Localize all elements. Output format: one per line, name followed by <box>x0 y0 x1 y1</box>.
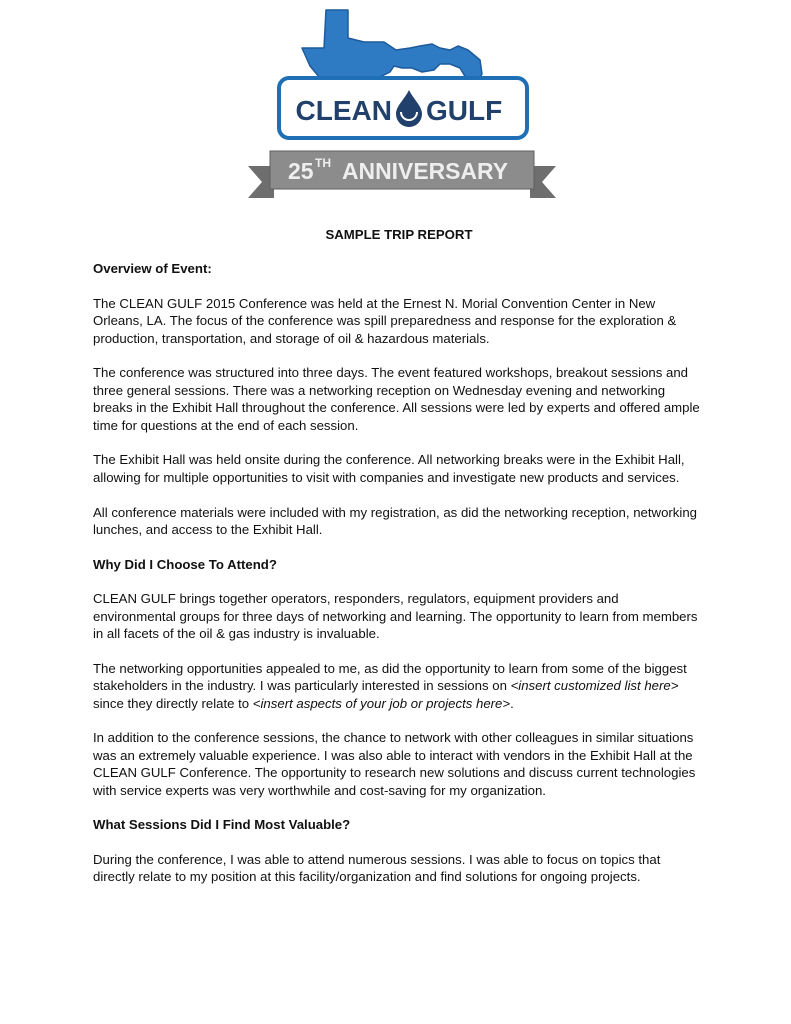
overview-paragraph: All conference materials were included with my registration, as did the networking reception, networking lunches, and access to the Exhibit Hall. <box>93 504 697 538</box>
paragraph-text: . <box>510 695 514 711</box>
paragraph-text: The networking opportunities appealed to me, as did the opportunity to learn from some of the biggest stakeholders in the industry. I was particularly interested in sessions on <box>93 660 687 694</box>
overview-paragraph: The Exhibit Hall was held onsite during the conference. All networking breaks were in the Exhibit Hall, allowing for multiple opportunities to visit with companies and investigate new products and services. <box>93 452 685 485</box>
overview-paragraph: The conference was structured into three days. The event featured workshops, breakout sessions and three general sessions. There was a networking reception on Wednesday evening and networking breaks in the Exhibit Hall throughout the conference. All sessions were led by experts and offered ample time for questions at the end of each session. <box>93 365 700 433</box>
why-attend-paragraph: In addition to the conference sessions, the chance to network with other colleagues in similar situations was an extremely valuable experience. I was also able to interact with vendors in the Exhibit Hall at the CLEAN GULF Conference. The opportunity to research new solutions and discuss current technologies with service experts was very worthwhile and cost-saving for my organization. <box>93 730 696 798</box>
paragraph-text: since they directly relate to <box>93 695 253 711</box>
overview-paragraph: The CLEAN GULF 2015 Conference was held at the Ernest N. Morial Convention Center in New Orleans, LA. The focus of the conference was spill preparedness and response for the exploration & production, transportation, and storage of oil & hazardous materials. <box>93 295 677 346</box>
section-heading-overview: Overview of Event: <box>93 261 212 277</box>
logo-word-left: CLEAN <box>295 95 392 126</box>
section-heading-why-attend: Why Did I Choose To Attend? <box>93 556 277 572</box>
trip-report-body <box>93 226 705 903</box>
banner-suffix: TH <box>315 156 331 170</box>
banner-text: ANNIVERSARY <box>342 158 508 184</box>
document-title: SAMPLE TRIP REPORT <box>325 227 473 242</box>
clean-gulf-logo-graphic <box>244 6 560 206</box>
clean-gulf-logo <box>244 6 560 206</box>
banner-number: 25 <box>288 158 314 184</box>
placeholder-session-list: <insert customized list here> <box>510 678 679 694</box>
valuable-sessions-paragraph: During the conference, I was able to attend numerous sessions. I was able to focus on topics that directly relate to my position at this facility/organization and find solutions for ongoing projects. <box>93 851 661 885</box>
section-heading-valuable-sessions: What Sessions Did I Find Most Valuable? <box>93 817 351 833</box>
placeholder-job-aspects: <insert aspects of your job or projects here> <box>252 695 511 711</box>
logo-word-right: GULF <box>426 95 503 126</box>
why-attend-paragraph: CLEAN GULF brings together operators, responders, regulators, equipment providers and environmental groups for three days of networking and learning. The opportunity to learn from members in all facets of the oil & gas industry is invaluable. <box>93 591 698 642</box>
why-attend-paragraph-placeholders <box>93 660 705 712</box>
